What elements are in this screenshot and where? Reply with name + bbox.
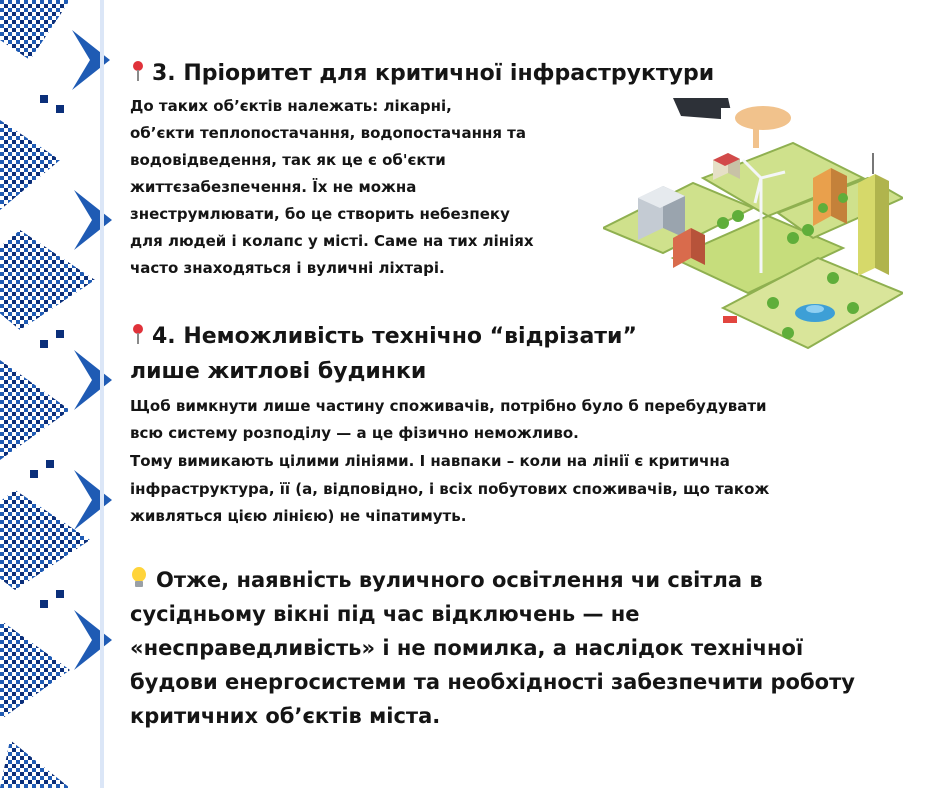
section4-line: інфраструктура, її (а, відповідно, і всіх побутових споживачів, що також [130, 480, 770, 498]
section4-line: живляться цією лінією) не чіпатимуть. [130, 507, 467, 525]
section4-line: Щоб вимкнути лише частину споживачів, потрібно було б перебудувати [130, 397, 767, 415]
round-pushpin-icon [130, 59, 146, 83]
section3-line: життєзабезпечення. Їх не можна [130, 178, 417, 196]
embroidery-ornament [0, 0, 120, 788]
article-body [128, 0, 928, 788]
conclusion-line-1: Отже, наявність вуличного освітлення чи світла в [130, 563, 763, 597]
section4-heading-line2: лише житлові будинки [130, 359, 427, 384]
round-pushpin-icon [130, 322, 146, 346]
section3-heading: 3. Пріоритет для критичної інфраструктури [130, 57, 714, 91]
section3-line: часто знаходяться і вуличні ліхтарі. [130, 259, 445, 277]
light-bulb-icon [130, 565, 148, 591]
conclusion-line: критичних об’єктів міста. [130, 704, 441, 728]
section4-heading: 4. Неможливість технічно “відрізати” [130, 320, 637, 354]
conclusion-line: будови енергосистеми та необхідності забезпечити роботу [130, 670, 855, 694]
conclusion-line: «несправедливість» і не помилка, а наслідок технічної [130, 636, 804, 660]
section3-line: знеструмлювати, бо це створить небезпеку [130, 205, 510, 223]
section3-line: До таких об’єктів належать: лікарні, [130, 97, 452, 115]
section3-line: об’єкти теплопостачання, водопостачання та [130, 124, 526, 142]
section3-line: для людей і колапс у місті. Саме на тих лініях [130, 232, 534, 250]
conclusion-line: сусідньому вікні під час відключень — не [130, 602, 640, 626]
section4-line: Тому вимикають цілими лініями. І навпаки – коли на лінії є критична [130, 452, 730, 470]
section3-line: водовідведення, так як це є об'єкти [130, 151, 446, 169]
section4-line: всю систему розподілу — а це фізично неможливо. [130, 424, 579, 442]
